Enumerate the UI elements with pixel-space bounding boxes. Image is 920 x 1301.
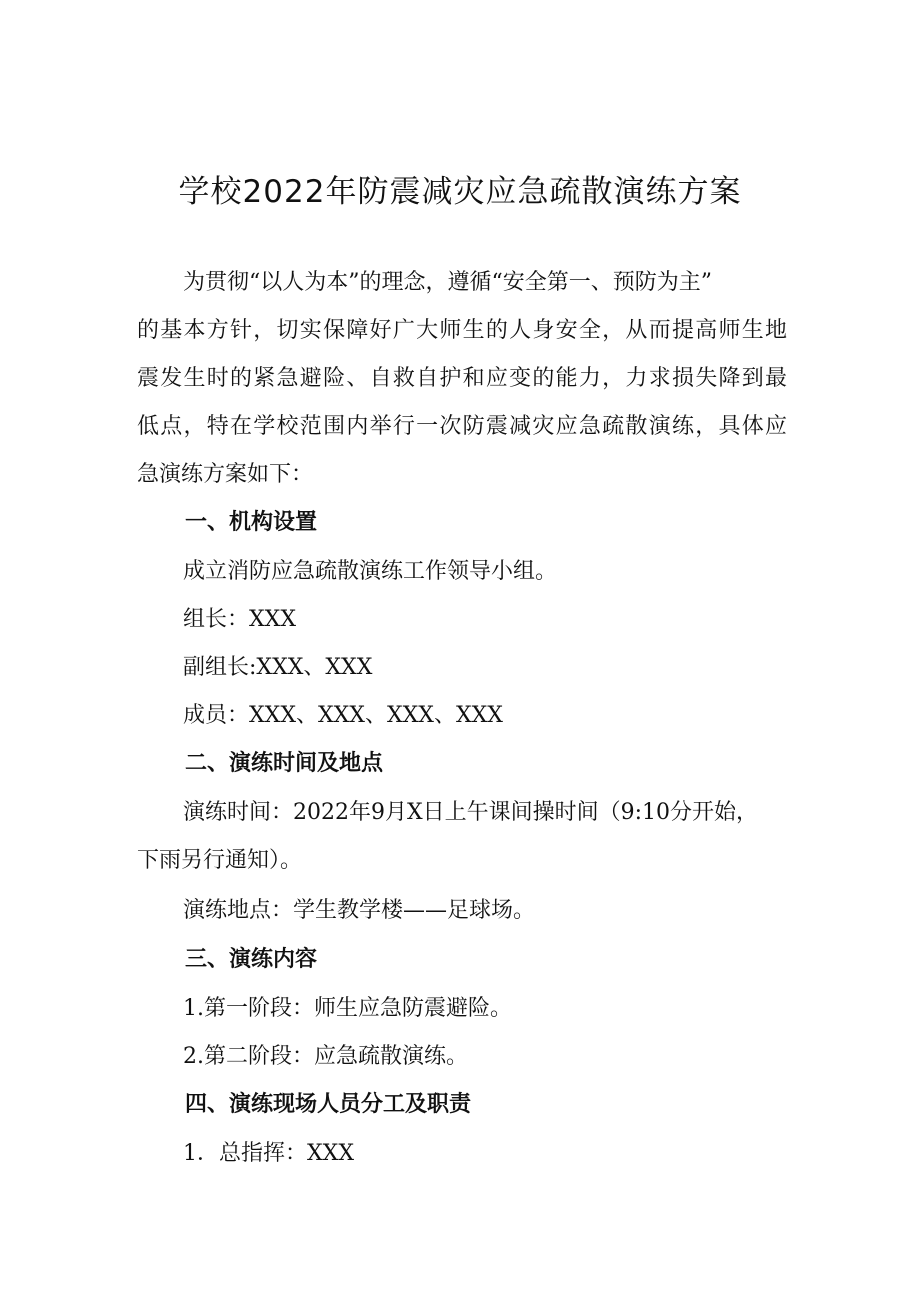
document-title: 学校2022年防震减灾应急疏散演练方案 — [178, 174, 742, 210]
section-1-members: 成员：XXX、XXX、XXX、XXX — [183, 703, 503, 728]
section-3-heading: 三、演练内容 — [185, 947, 318, 972]
intro-line-2: 的基本方针，切实保障好广大师生的人身安全，从而提高师生地 — [137, 318, 787, 343]
section-1-leader: 组长：XXX — [183, 607, 296, 632]
section-3-stage-2: 2.第二阶段：应急疏散演练。 — [183, 1044, 468, 1069]
intro-line-4: 低点，特在学校范围内举行一次防震减灾应急疏散演练，具体应 — [137, 414, 787, 439]
intro-line-5: 急演练方案如下： — [137, 462, 314, 487]
section-1-line-1: 成立消防应急疏散演练工作领导小组。 — [183, 559, 558, 584]
section-4-commander: 1．总指挥：XXX — [183, 1141, 354, 1166]
section-2-place: 演练地点：学生教学楼——足球场。 — [183, 898, 536, 923]
section-1-deputy: 副组长:XXX、XXX — [183, 655, 373, 680]
section-2-heading: 二、演练时间及地点 — [185, 751, 384, 776]
section-3-stage-1: 1.第一阶段：师生应急防震避险。 — [183, 996, 512, 1021]
section-4-heading: 四、演练现场人员分工及职责 — [185, 1092, 472, 1117]
intro-line-3: 震发生时的紧急避险、自救自护和应变的能力，力求损失降到最 — [137, 366, 787, 391]
section-2-time-line-2: 下雨另行通知）。 — [137, 848, 303, 873]
intro-line-1: 为贯彻“以人为本”的理念，遵循“安全第一、预防为主” — [183, 270, 712, 295]
section-1-heading: 一、机构设置 — [185, 510, 318, 535]
section-2-time-line-1: 演练时间：2022年9月X日上午课间操时间（9:10分开始， — [183, 800, 759, 825]
